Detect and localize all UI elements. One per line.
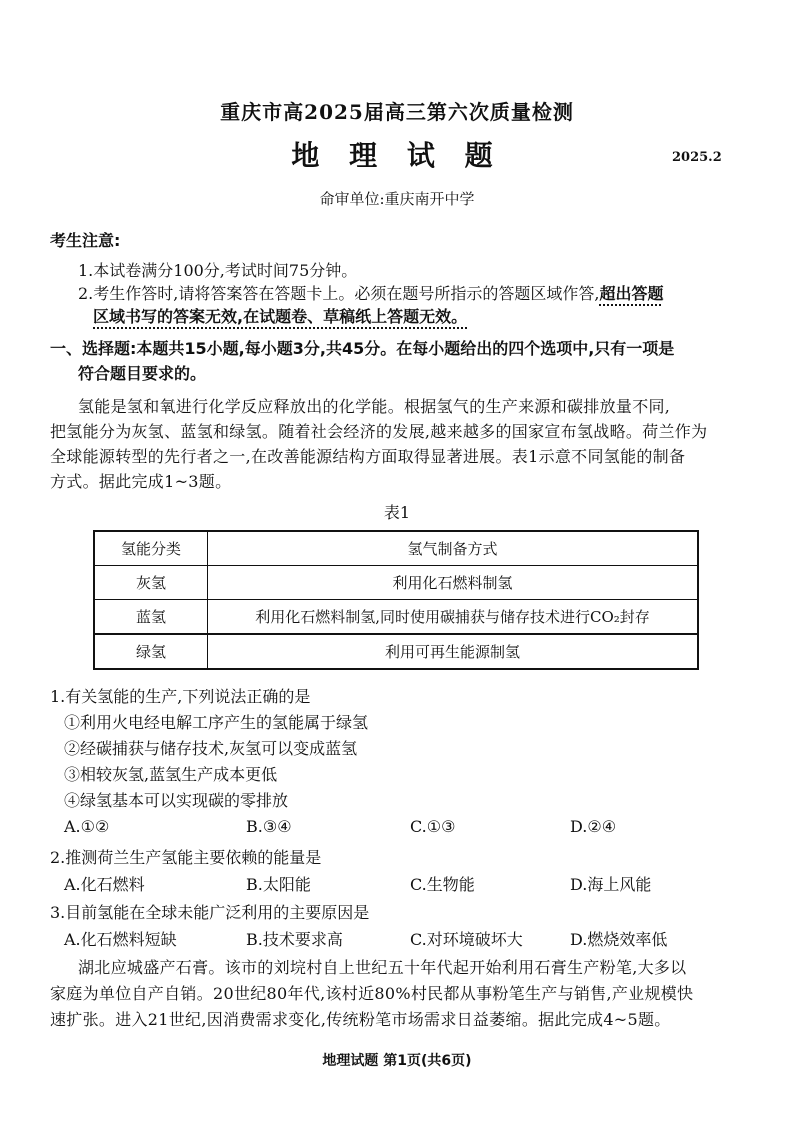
- question-1-option-a[interactable]: A.①②: [64, 817, 110, 836]
- question-3-option-a[interactable]: A.化石燃料短缺: [64, 930, 177, 949]
- question-1-option-c[interactable]: C.①③: [410, 817, 456, 836]
- notice-item-2: [78, 281, 663, 304]
- page-footer: 地理试题 第1页(共6页): [322, 1053, 472, 1069]
- passage-1-line-3: 全球能源转型的先行者之一,在改善能源结构方面取得显著进展。表1示意不同氢能的制备: [50, 447, 686, 466]
- question-3-stem: 3.目前氢能在全球未能广泛利用的主要原因是: [50, 903, 370, 922]
- passage-1-line-2: 把氢能分为灰氢、蓝氢和绿氢。随着社会经济的发展,越来越多的国家宣布氢战略。荷兰作为: [50, 422, 708, 441]
- notice-heading: 考生注意:: [50, 231, 121, 250]
- table-cell: 蓝氢: [94, 600, 208, 635]
- notice-item-2-emphasis-cont: 区域书写的答案无效,在试题卷、草稿纸上答题无效。: [93, 307, 468, 326]
- question-3-option-d[interactable]: D.燃烧效率低: [570, 930, 668, 949]
- question-1-statement-4: ④绿氢基本可以实现碳的零排放: [64, 791, 289, 810]
- table-row: [94, 634, 698, 669]
- table-cell: 绿氢: [94, 634, 208, 669]
- section-1-heading: 一、选择题:本题共15小题,每小题3分,共45分。在每小题给出的四个选项中,只有一项是: [50, 339, 675, 358]
- question-2-option-d[interactable]: D.海上风能: [570, 875, 652, 894]
- question-2-option-a[interactable]: A.化石燃料: [64, 875, 145, 894]
- section-1-heading-cont: 符合题目要求的。: [78, 364, 207, 383]
- table-row: [94, 566, 698, 600]
- exam-date: 2025.2: [672, 150, 722, 165]
- question-1-statement-3: ③相较灰氢,蓝氢生产成本更低: [64, 765, 278, 784]
- notice-item-2-text: 2.考生作答时,请将答案答在答题卡上。必须在题号所指示的答题区域作答,: [78, 284, 600, 303]
- table-header-cell: 氢气制备方式: [208, 531, 699, 566]
- notice-item-1: 1.本试卷满分100分,考试时间75分钟。: [78, 261, 358, 280]
- table-cell: 利用化石燃料制氢,同时使用碳捕获与储存技术进行CO₂封存: [208, 600, 699, 635]
- question-3-option-c[interactable]: C.对环境破坏大: [410, 930, 523, 949]
- question-1-stem: 1.有关氢能的生产,下列说法正确的是: [50, 687, 311, 706]
- passage-2-line-3: 速扩张。进入21世纪,因消费需求变化,传统粉笔市场需求日益萎缩。据此完成4~5题。: [50, 1010, 671, 1029]
- question-2-option-b[interactable]: B.太阳能: [246, 875, 311, 894]
- table-1-title: 表1: [383, 503, 411, 522]
- passage-2-line-1: 湖北应城盛产石膏。该市的刘垸村自上世纪五十年代起开始利用石膏生产粉笔,大多以: [78, 958, 687, 977]
- exam-title: 重庆市高2025届高三第六次质量检测: [220, 100, 574, 124]
- table-row: [94, 600, 698, 635]
- passage-1-line-4: 方式。据此完成1~3题。: [50, 472, 232, 491]
- table-header-row: [94, 531, 698, 566]
- question-3-option-b[interactable]: B.技术要求高: [246, 930, 343, 949]
- question-1-statement-1: ①利用火电经电解工序产生的氢能属于绿氢: [64, 713, 369, 732]
- author-unit: 命审单位:重庆南开中学: [319, 190, 475, 208]
- table-cell: 灰氢: [94, 566, 208, 600]
- hydrogen-table: [93, 530, 699, 670]
- subject-title: 地 理 试 题: [291, 139, 503, 172]
- table-cell: 利用可再生能源制氢: [208, 634, 699, 669]
- question-1-statement-2: ②经碳捕获与储存技术,灰氢可以变成蓝氢: [64, 739, 358, 758]
- question-2-option-c[interactable]: C.生物能: [410, 875, 475, 894]
- passage-1-line-1: 氢能是氢和氧进行化学反应释放出的化学能。根据氢气的生产来源和碳排放量不同,: [78, 397, 671, 416]
- question-2-stem: 2.推测荷兰生产氢能主要依赖的能量是: [50, 848, 322, 867]
- question-1-option-b[interactable]: B.③④: [246, 817, 292, 836]
- question-1-option-d[interactable]: D.②④: [570, 817, 617, 836]
- notice-item-2-emphasis: 超出答题: [599, 284, 664, 303]
- table-cell: 利用化石燃料制氢: [208, 566, 699, 600]
- table-header-cell: 氢能分类: [94, 531, 208, 566]
- passage-2-line-2: 家庭为单位自产自销。20世纪80年代,该村近80%村民都从事粉笔生产与销售,产业规模快: [50, 984, 694, 1003]
